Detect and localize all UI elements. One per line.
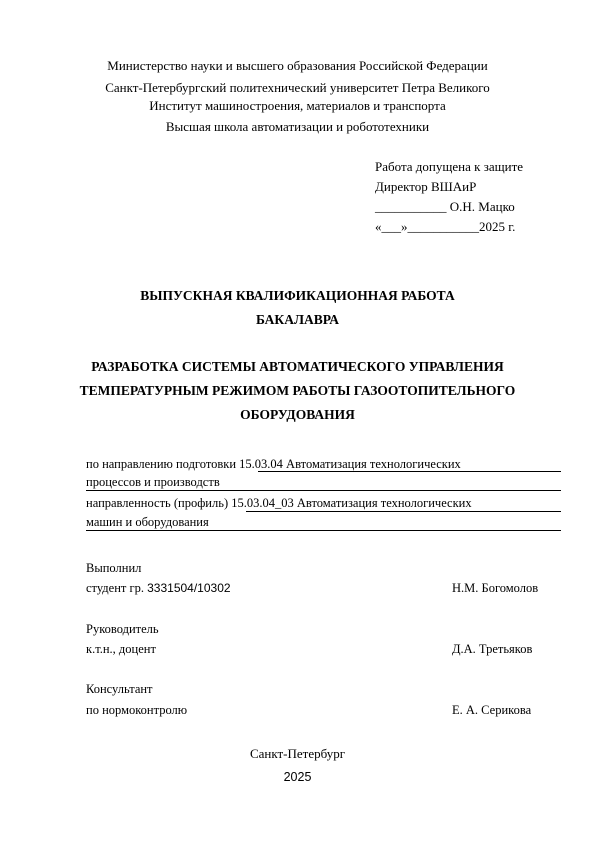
direction-row <box>86 457 461 472</box>
thesis-title-line3: ОБОРУДОВАНИЯ <box>240 407 355 422</box>
day-blank: ___ <box>381 219 401 234</box>
direction-value-continued: процессов и производств <box>86 475 220 489</box>
supervisor-role: Руководитель <box>86 622 159 636</box>
signature-blank: ___________ <box>375 199 447 214</box>
consultant-role: Консультант <box>86 682 153 696</box>
author-position-prefix: студент гр. <box>86 581 148 595</box>
approval-director: Директор ВШАиР <box>375 179 477 194</box>
thesis-title-line2: ТЕМПЕРАТУРНЫМ РЕЖИМОМ РАБОТЫ ГАЗООТОПИТЕЛЬНОГО <box>79 383 516 398</box>
author-position <box>86 581 231 596</box>
author-name: Н.М. Богомолов <box>452 581 539 595</box>
month-blank: ___________ <box>407 219 479 234</box>
work-type-line1: ВЫПУСКНАЯ КВАЛИФИКАЦИОННАЯ РАБОТА <box>140 288 455 303</box>
direction-label: по направлению подготовки <box>86 457 240 471</box>
consultant-name: Е. А. Серикова <box>452 703 532 717</box>
footer-city: Санкт-Петербург <box>249 746 346 761</box>
profile-value: 15.03.04_03 Автоматизация технологических <box>231 496 472 510</box>
profile-underline <box>246 511 561 512</box>
approval-date-line <box>375 219 515 235</box>
approval-signature-line <box>375 199 515 215</box>
direction-value: 15.03.04 Автоматизация технологических <box>239 457 461 471</box>
profile-value-continued: машин и оборудования <box>86 515 209 529</box>
profile-underline-2 <box>86 530 561 531</box>
director-name: О.Н. Мацко <box>446 199 515 214</box>
school-line: Высшая школа автоматизации и робототехники <box>165 119 430 134</box>
date-open-quote: « <box>375 219 382 234</box>
author-group: 3331504/10302 <box>147 581 231 595</box>
university-line: Санкт-Петербургский политехнический университет Петра Великого <box>105 80 490 95</box>
profile-row <box>86 496 472 511</box>
date-close-quote: » <box>401 219 408 234</box>
approval-year: 2025 г. <box>479 219 516 234</box>
approval-admitted: Работа допущена к защите <box>375 159 524 174</box>
supervisor-position: к.т.н., доцент <box>86 642 156 656</box>
work-type-line2: БАКАЛАВРА <box>255 312 340 327</box>
direction-underline <box>258 471 561 472</box>
profile-label: направленность (профиль) <box>86 496 232 510</box>
supervisor-name: Д.А. Третьяков <box>452 642 533 656</box>
consultant-position: по нормоконтролю <box>86 703 188 717</box>
author-role: Выполнил <box>86 561 142 575</box>
footer-year: 2025 <box>283 770 312 784</box>
thesis-title-line1: РАЗРАБОТКА СИСТЕМЫ АВТОМАТИЧЕСКОГО УПРАВЛЕНИЯ <box>91 359 504 374</box>
direction-underline-2 <box>86 490 561 491</box>
ministry-line: Министерство науки и высшего образования Российской Федерации <box>107 58 488 73</box>
institute-line: Институт машиностроения, материалов и транспорта <box>149 98 446 113</box>
